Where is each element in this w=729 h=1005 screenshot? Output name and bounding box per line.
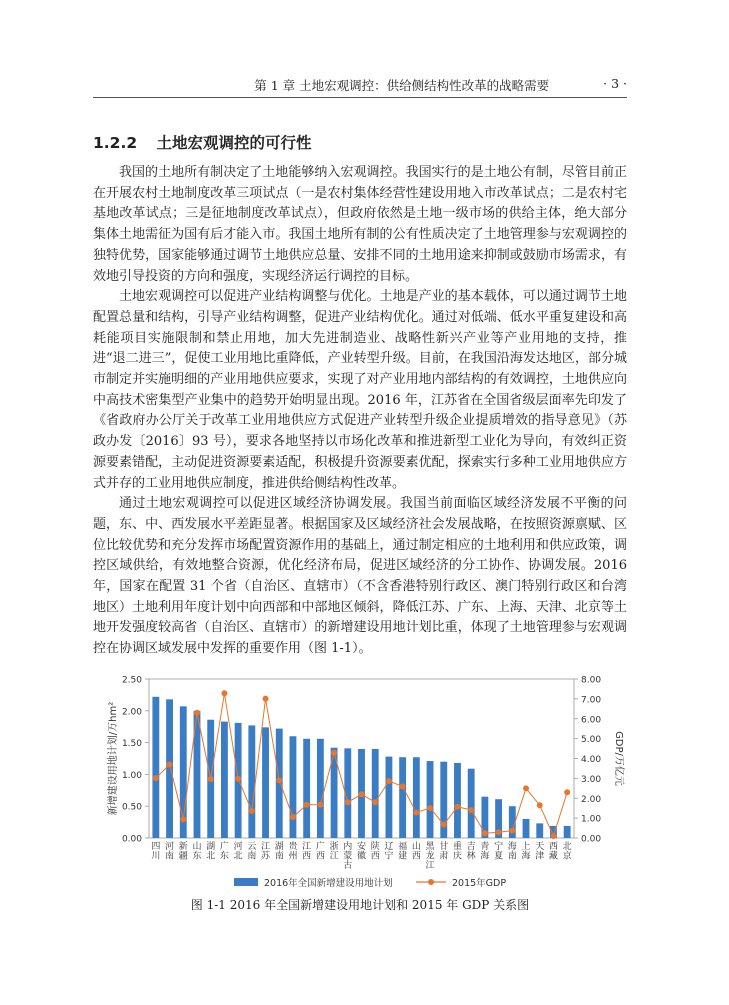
bar (248, 725, 255, 838)
section-title: 土地宏观调控的可行性 (156, 134, 312, 152)
x-tick-label: 广东 (219, 842, 229, 862)
bar (385, 757, 392, 838)
y-right-tick-label: 1.00 (581, 814, 602, 825)
gdp-point (263, 696, 269, 702)
bar (221, 722, 228, 838)
x-tick-label: 安徽 (356, 842, 367, 862)
y-left-tick-label: 0.50 (121, 802, 142, 813)
bar (303, 739, 310, 838)
gdp-point (496, 829, 502, 835)
x-tick-label: 黑龙江 (425, 842, 435, 871)
bar (523, 819, 530, 838)
bar (536, 823, 543, 838)
y-left-axis-label: 新增建设用地计划/万hm² (108, 701, 119, 816)
x-tick-label: 新疆 (178, 842, 188, 862)
x-tick-label: 甘肃 (439, 842, 449, 862)
x-tick-label: 湖北 (206, 842, 216, 862)
gdp-point (564, 789, 570, 795)
gdp-point (167, 761, 173, 767)
x-tick-label: 天津 (535, 842, 545, 862)
bar (454, 763, 461, 838)
figure-caption: 图 1-1 2016 年全国新增建设用地计划和 2015 年 GDP 关系图 (190, 898, 530, 912)
combo-chart (90, 675, 630, 895)
bar (413, 757, 420, 838)
gdp-point (386, 778, 392, 784)
gdp-point (550, 833, 556, 839)
gdp-point (509, 828, 515, 834)
gdp-point (400, 784, 406, 790)
gdp-point (221, 690, 227, 696)
x-tick-label: 内蒙古 (343, 842, 353, 871)
y-left-tick-label: 0.00 (121, 834, 142, 845)
y-right-tick-label: 5.00 (581, 735, 602, 746)
x-tick-label: 辽宁 (384, 842, 394, 862)
gdp-point (345, 799, 351, 805)
bar (262, 727, 269, 838)
y-right-tick-label: 2.00 (581, 794, 602, 805)
gdp-point (372, 799, 378, 805)
gdp-point (331, 750, 337, 756)
x-tick-label: 山西 (411, 842, 421, 862)
x-tick-label: 湖南 (274, 842, 284, 862)
x-tick-label: 海南 (507, 842, 517, 862)
x-tick-label: 山东 (192, 842, 202, 862)
bar (290, 736, 297, 838)
y-right-tick-label: 8.00 (581, 675, 602, 686)
x-tick-label: 吉林 (466, 842, 476, 862)
y-left-tick-label: 2.50 (121, 675, 142, 686)
x-tick-label: 西藏 (548, 842, 558, 862)
gdp-point (276, 777, 282, 783)
y-right-tick-label: 6.00 (581, 715, 602, 726)
gdp-point (194, 710, 200, 716)
x-tick-label: 宁夏 (494, 842, 504, 862)
paragraph: 我国的土地所有制决定了土地能够纳入宏观调控。我国实行的是土地公有制，尽管目前正在开展农村土地制度改革三项试点（一是农村集体经营性建设用地入市改革试点；二是农村宅基地改革试点；三是征地制度改革试点），但政府依然是土地一级市场的供给主体，绝大部分集体土地需征为国有后才能入市。我国土地所有制的公有性质决定了土地管理参与宏观调控的独特优势，国家能够通过调节土地供应总量、安排不同的土地用途来抑制或鼓励市场需求，有效地引导投资的方向和强度，实现经济运行调控的目标。 (93, 165, 627, 284)
page-header (93, 76, 627, 94)
section-number: 1.2.2 (93, 134, 138, 152)
y-right-tick-label: 7.00 (581, 695, 602, 706)
bar (317, 739, 324, 838)
paragraph: 土地宏观调控可以促进产业结构调整与优化。土地是产业的基本载体，可以通过调节土地配置总量和结构，引导产业结构调整，促进产业结构优化。通过对低端、低水平重复建设和高耗能项目实施限制和禁止用地，加大先进制造业、战略性新兴产业等产业用地的支持，推进“退二进三”，促使工业用地比重降低，产业转型升级。目前，在我国沿海发达地区，部分城市制定并实施明细的产业用地供应要求，实现了对产业用地内部结构的有效调控，土地供应向中高技术密集型产业集中的趋势开始明显出现。2016 年，江苏省在全国省级层面率先印发了《省政府办公厅关于改革工业用地供应方式促进产业转型升级企业提质增效的指导意见》（苏政办发〔2016〕93 号），要求各地坚持以市场化改革和推进新型工业化为导向，有效纠正资源要素错配，主动促进资源要素适配，积极提升资源要素优配，探索实行多种工业用地供应方式并存的工业用地供应制度，推进供给侧结构性改革。 (93, 289, 627, 491)
bar (372, 749, 379, 838)
page-number: · 3 · (603, 76, 627, 91)
bar (152, 697, 159, 838)
y-right-tick-label: 4.00 (581, 755, 602, 765)
x-tick-label: 广西 (315, 842, 325, 862)
bar (399, 757, 406, 838)
x-tick-label: 江苏 (261, 842, 271, 862)
paragraph: 通过土地宏观调控可以促进区域经济协调发展。我国当前面临区域经济发展不平衡的问题，东、中、西发展水平差距显著。根据国家及区域经济社会发展战略，在按照资源禀赋、区位比较优势和充分发挥市场配置资源作用的基础上，通过制定相应的土地利用和供应政策，调控区域供给，有效地整合资源，优化经济布局，促进区域经济的分工协作、协调发展。2016 年，国家在配置 31 个省（自治区、直辖市）（不含香港特别行政区、澳门特别行政区和台湾地区）土地利用年度计划中向西部和中部地区倾斜，降低江苏、广东、上海、天津、北京等土地开发强度较高省（自治区、直辖市）的新增建设用地计划比重，体现了土地管理参与宏观调控在协调区域发展中发挥的重要作用（图 1-1）。 (93, 496, 627, 657)
x-tick-label: 浙江 (329, 842, 339, 862)
x-tick-label: 青海 (480, 842, 490, 862)
legend-line-label: 2015年GDP (452, 878, 507, 889)
bar (166, 699, 173, 838)
bar (427, 761, 434, 838)
chapter-title: 第 1 章 土地宏观调控：供给侧结构性改革的战略需要 (254, 78, 550, 93)
gdp-point (413, 810, 419, 816)
gdp-point (468, 807, 474, 813)
gdp-point (359, 791, 365, 797)
gdp-point (208, 776, 214, 782)
section-heading (93, 131, 312, 153)
y-right-axis-label: GDP/万亿元 (613, 731, 624, 786)
gdp-point (454, 804, 460, 810)
x-tick-label: 陕西 (370, 842, 380, 862)
y-right-tick-label: 0.00 (581, 834, 602, 845)
bar (564, 826, 571, 838)
x-tick-label: 河北 (233, 842, 243, 862)
gdp-point (427, 805, 433, 811)
legend-line-marker (428, 879, 434, 885)
y-left-tick-label: 1.00 (121, 770, 142, 781)
gdp-point (523, 785, 529, 791)
x-tick-label: 北京 (562, 842, 572, 862)
gdp-point (304, 802, 310, 808)
figure-1-1 (90, 675, 630, 960)
x-tick-label: 四川 (151, 842, 161, 862)
gdp-point (290, 814, 296, 820)
gdp-point (235, 776, 241, 782)
gdp-point (153, 775, 159, 781)
y-left-tick-label: 1.50 (121, 739, 142, 750)
x-tick-label: 重庆 (452, 842, 462, 862)
y-right-tick-label: 3.00 (581, 774, 602, 785)
header-rule (93, 97, 627, 98)
x-tick-label: 江西 (302, 842, 312, 862)
body-text (93, 163, 627, 660)
y-left-tick-label: 2.00 (121, 707, 142, 718)
gdp-point (317, 802, 323, 808)
gdp-point (249, 808, 255, 814)
gdp-point (180, 817, 186, 823)
x-tick-label: 上海 (521, 842, 531, 862)
x-tick-label: 云南 (247, 842, 257, 862)
gdp-point (441, 821, 447, 827)
legend-bar-label: 2016年全国新增建设用地计划 (264, 878, 393, 889)
bar (468, 769, 475, 838)
x-tick-label: 福建 (398, 842, 408, 862)
gdp-point (537, 802, 543, 808)
x-tick-label: 贵州 (288, 842, 298, 862)
x-tick-label: 河南 (165, 842, 175, 862)
legend-bar-swatch (234, 878, 258, 886)
gdp-point (482, 830, 488, 836)
